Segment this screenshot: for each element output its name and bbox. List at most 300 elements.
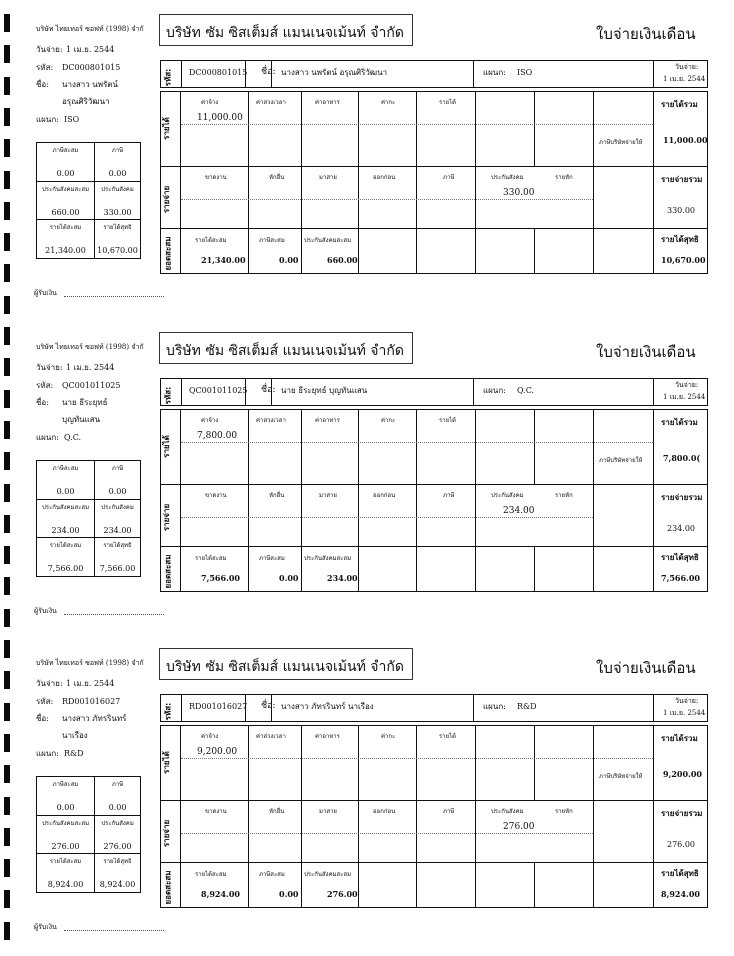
binding-hole bbox=[4, 577, 10, 595]
divider bbox=[248, 485, 249, 547]
pay-grid bbox=[160, 409, 708, 592]
col-accum-tax: ภาษีสะสม bbox=[259, 871, 285, 878]
income-total-label: รายได้รวม bbox=[661, 417, 698, 427]
deduction-section bbox=[161, 166, 707, 229]
col-accum-social: ประกันสังคมสะสม bbox=[304, 555, 352, 562]
stub-dept-label: แผนก: bbox=[36, 115, 59, 124]
income-total: 9,200.00 bbox=[663, 769, 702, 779]
row-line bbox=[181, 517, 593, 518]
stub-name-label: ชื่อ: bbox=[36, 398, 49, 407]
binding-hole bbox=[4, 828, 10, 846]
other-income-label: ภาษีบริษัทจ่ายให้ bbox=[599, 773, 643, 780]
col-shift: ค่ากะ bbox=[381, 99, 396, 106]
stub-name: นางสาว นพรัตน์ bbox=[62, 80, 118, 89]
binding-hole bbox=[4, 202, 10, 220]
divider bbox=[181, 61, 182, 87]
divider bbox=[416, 167, 417, 229]
divider bbox=[301, 410, 302, 484]
divider bbox=[181, 695, 182, 721]
accumulated-section bbox=[161, 546, 707, 592]
stub-cell-value: 8,924.00 bbox=[99, 880, 136, 889]
binding-hole bbox=[4, 859, 10, 877]
divider bbox=[358, 801, 359, 863]
salary-value: 9,200.00 bbox=[197, 747, 238, 757]
stub-cell-label: ประกันสังคมสะสม bbox=[41, 186, 90, 193]
row-line bbox=[181, 833, 593, 834]
binding-hole bbox=[4, 171, 10, 189]
divider bbox=[301, 229, 302, 274]
divider bbox=[358, 92, 359, 166]
divider bbox=[653, 485, 654, 547]
divider bbox=[271, 695, 272, 721]
divider bbox=[301, 726, 302, 800]
company-name: บริษัท ซัม ซิสเต็มส์ แมนเนจเม้นท์ จำกัด bbox=[166, 659, 404, 675]
stub-cell-value: 0.00 bbox=[56, 487, 75, 496]
income-section bbox=[161, 92, 707, 166]
code-label: รหัส: bbox=[163, 68, 173, 87]
dept-label: แผนก: bbox=[483, 702, 506, 711]
binding-hole bbox=[4, 327, 10, 345]
col-social-security: ประกันสังคม bbox=[491, 808, 524, 815]
divider bbox=[473, 379, 474, 405]
pay-date-label: วันจ่าย: bbox=[675, 63, 699, 71]
dept-label: แผนก: bbox=[483, 68, 506, 77]
stub-cell-label: ภาษี bbox=[111, 781, 124, 788]
stub-date-label: วันจ่าย: bbox=[36, 363, 63, 372]
accum-social-value: 234.00 bbox=[327, 573, 358, 583]
col-accum-social: ประกันสังคมสะสม bbox=[304, 237, 352, 244]
income-label: รายได้ bbox=[161, 435, 171, 458]
stub-cell-value: 0.00 bbox=[56, 169, 75, 178]
col-accum-income: รายได้สะสม bbox=[195, 871, 227, 878]
col-social-security: ประกันสังคม bbox=[491, 174, 524, 181]
stub-cell-value: 0.00 bbox=[56, 803, 75, 812]
stub-cell-value: 234.00 bbox=[103, 526, 132, 535]
divider bbox=[248, 726, 249, 800]
stub-row bbox=[37, 219, 140, 258]
divider bbox=[301, 167, 302, 229]
divider bbox=[248, 863, 249, 908]
divider bbox=[248, 547, 249, 592]
stub-code: DC000801015 bbox=[62, 63, 121, 72]
stub-cell-label: รายได้สุทธิ bbox=[103, 224, 132, 231]
income-total-label: รายได้รวม bbox=[661, 99, 698, 109]
binding-hole bbox=[4, 358, 10, 376]
social-security-value: 276.00 bbox=[503, 822, 535, 832]
divider bbox=[593, 801, 594, 863]
stub-name-label: ชื่อ: bbox=[36, 714, 49, 723]
employee-header bbox=[160, 378, 708, 406]
col-tax: ภาษี bbox=[443, 174, 455, 181]
stub-row bbox=[37, 777, 140, 815]
col-income: รายได้ bbox=[439, 417, 457, 424]
col-accum-social: ประกันสังคมสะสม bbox=[304, 871, 352, 878]
accum-social-value: 660.00 bbox=[327, 255, 358, 265]
stub-date-label: วันจ่าย: bbox=[36, 45, 63, 54]
company-name-box bbox=[159, 332, 413, 364]
accum-tax-value: 0.00 bbox=[279, 889, 299, 899]
col-late: มาสาย bbox=[319, 492, 337, 499]
binding-hole bbox=[4, 45, 10, 63]
deduction-label: รายจ่าย bbox=[162, 503, 172, 532]
col-absent: ขาดงาน bbox=[205, 492, 227, 499]
stub-cell-value: 0.00 bbox=[108, 487, 127, 496]
company-name: บริษัท ซัม ซิสเต็มส์ แมนเนจเม้นท์ จำกัด bbox=[166, 343, 404, 359]
binding-hole bbox=[4, 233, 10, 251]
binding-hole bbox=[4, 452, 10, 470]
stub-code-label: รหัส: bbox=[36, 697, 54, 706]
binding-hole bbox=[4, 734, 10, 752]
social-security-value: 234.00 bbox=[503, 506, 535, 516]
divider bbox=[180, 485, 181, 547]
divider bbox=[301, 863, 302, 908]
net-income: 10,670.00 bbox=[661, 255, 706, 265]
col-shift: ค่ากะ bbox=[381, 417, 396, 424]
employee-code: DC000801015 bbox=[189, 68, 248, 77]
divider bbox=[534, 547, 535, 592]
col-absent: ขาดงาน bbox=[205, 808, 227, 815]
divider bbox=[416, 726, 417, 800]
deduction-total-label: รายจ่ายรวม bbox=[661, 174, 703, 184]
accum-social-value: 276.00 bbox=[327, 889, 358, 899]
income-section bbox=[161, 410, 707, 484]
income-label: รายได้ bbox=[161, 751, 171, 774]
employee-name: นาย ธีระยุทธ์ บุญทันแสน bbox=[281, 386, 368, 395]
stub-summary-table bbox=[36, 776, 141, 893]
binding-hole bbox=[4, 671, 10, 689]
divider bbox=[653, 726, 654, 800]
divider bbox=[416, 485, 417, 547]
accum-tax-value: 0.00 bbox=[279, 573, 299, 583]
stub-cell-value: 7,566.00 bbox=[47, 564, 84, 573]
stub-cell-label: ภาษีสะสม bbox=[52, 781, 79, 788]
stub-date: 1 เม.ย. 2544 bbox=[66, 363, 115, 372]
col-accum-tax: ภาษีสะสม bbox=[259, 237, 285, 244]
divider bbox=[358, 229, 359, 274]
divider bbox=[301, 485, 302, 547]
row-line bbox=[181, 124, 653, 125]
col-income: รายได้ bbox=[439, 99, 457, 106]
divider bbox=[248, 229, 249, 274]
row-line bbox=[181, 442, 653, 443]
binding-hole bbox=[4, 765, 10, 783]
divider bbox=[593, 410, 594, 484]
divider bbox=[301, 92, 302, 166]
col-deduct: รายหัก bbox=[555, 174, 573, 181]
divider bbox=[180, 547, 181, 592]
stub-cell-label: รายได้สะสม bbox=[49, 542, 82, 549]
col-overtime: ค่าล่วงเวลา bbox=[256, 417, 286, 424]
stub-cell-label: รายได้สะสม bbox=[49, 224, 82, 231]
col-tax: ภาษี bbox=[443, 808, 455, 815]
accumulated-label: ยอดสะสม bbox=[163, 870, 173, 905]
binding-hole bbox=[4, 703, 10, 721]
col-early-leave: ออกก่อน bbox=[373, 492, 396, 499]
divider bbox=[301, 547, 302, 592]
binding-hole bbox=[4, 108, 10, 126]
employee-header bbox=[160, 694, 708, 722]
divider bbox=[271, 379, 272, 405]
stub-code: RD001016027 bbox=[62, 697, 121, 706]
divider bbox=[473, 61, 474, 87]
employee-code: QC001011025 bbox=[189, 386, 248, 395]
divider bbox=[534, 726, 535, 800]
stub-cell-label: รายได้สุทธิ bbox=[103, 542, 132, 549]
col-other-deduct: หักอื่น bbox=[269, 492, 285, 499]
divider bbox=[181, 379, 182, 405]
divider bbox=[653, 863, 654, 908]
stub-row bbox=[37, 853, 140, 892]
stub-code-label: รหัส: bbox=[36, 381, 54, 390]
divider bbox=[534, 92, 535, 166]
pay-date: 1 เม.ย. 2544 bbox=[663, 709, 706, 717]
divider bbox=[593, 92, 594, 166]
divider bbox=[534, 410, 535, 484]
divider bbox=[301, 801, 302, 863]
stub-cell-label: รายได้สุทธิ bbox=[103, 858, 132, 865]
divider bbox=[475, 863, 476, 908]
divider bbox=[593, 167, 594, 229]
stub-cell-label: ภาษีสะสม bbox=[52, 147, 79, 154]
salary-value: 7,800.00 bbox=[197, 431, 238, 441]
divider bbox=[593, 863, 594, 908]
divider bbox=[358, 167, 359, 229]
stub-cell-value: 0.00 bbox=[108, 169, 127, 178]
accumulated-section bbox=[161, 228, 707, 274]
net-income: 8,924.00 bbox=[661, 889, 700, 899]
stub-date: 1 เม.ย. 2544 bbox=[66, 45, 115, 54]
col-wage: ค่าจ้าง bbox=[201, 99, 219, 106]
stub-row bbox=[37, 537, 140, 576]
company-name: บริษัท ซัม ซิสเต็มส์ แมนเนจเม้นท์ จำกัด bbox=[166, 25, 404, 41]
divider bbox=[475, 726, 476, 800]
stub-dept: Q.C. bbox=[64, 433, 82, 442]
stub-cell-value: 0.00 bbox=[108, 803, 127, 812]
employee-name: นางสาว นพรัตน์ อรุณศิริวัฒนา bbox=[281, 68, 388, 77]
stub-row bbox=[37, 143, 140, 181]
binding-hole bbox=[4, 546, 10, 564]
stub-code: QC001011025 bbox=[62, 381, 121, 390]
binding-hole bbox=[4, 922, 10, 940]
stub-cell-value: 660.00 bbox=[51, 208, 80, 217]
employee-name: นางสาว ภัทรรินทร์ นาเรือง bbox=[281, 702, 374, 711]
divider bbox=[416, 801, 417, 863]
stub-cell-value: 330.00 bbox=[103, 208, 132, 217]
stub-cell-value: 276.00 bbox=[51, 842, 80, 851]
accum-tax-value: 0.00 bbox=[279, 255, 299, 265]
stub-company: บริษัท ไทยเทอร์ ซอฟท์ (1998) จำกั bbox=[36, 659, 144, 667]
accum-income-value: 21,340.00 bbox=[201, 255, 246, 265]
stub-name: นาย ธีระยุทธ์ bbox=[62, 398, 108, 407]
col-food: ค่าอาหาร bbox=[315, 733, 340, 740]
col-late: มาสาย bbox=[319, 808, 337, 815]
stub-cell-value: 276.00 bbox=[103, 842, 132, 851]
department: ISO bbox=[517, 68, 533, 77]
col-other-deduct: หักอื่น bbox=[269, 808, 285, 815]
stub-cell-label: ภาษี bbox=[111, 465, 124, 472]
deduction-total: 276.00 bbox=[667, 840, 695, 849]
stub-summary-table bbox=[36, 142, 141, 259]
stub-name-label: ชื่อ: bbox=[36, 80, 49, 89]
divider bbox=[653, 379, 654, 405]
document-title: ใบจ่ายเงินเดือน bbox=[596, 343, 696, 361]
binding-hole bbox=[4, 390, 10, 408]
income-label: รายได้ bbox=[161, 117, 171, 140]
binding-hole bbox=[4, 264, 10, 282]
pay-grid bbox=[160, 725, 708, 908]
pay-date-label: วันจ่าย: bbox=[675, 697, 699, 705]
col-overtime: ค่าล่วงเวลา bbox=[256, 99, 286, 106]
accumulated-section bbox=[161, 862, 707, 908]
stub-company: บริษัท ไทยเทอร์ ซอฟท์ (1998) จำกั bbox=[36, 25, 144, 33]
col-other-deduct: หักอื่น bbox=[269, 174, 285, 181]
col-income: รายได้ bbox=[439, 733, 457, 740]
divider bbox=[180, 229, 181, 274]
divider bbox=[475, 410, 476, 484]
deduction-section bbox=[161, 484, 707, 547]
stub-summary-table bbox=[36, 460, 141, 577]
other-income-label: ภาษีบริษัทจ่ายให้ bbox=[599, 457, 643, 464]
name-label: ชื่อ: bbox=[261, 385, 276, 395]
stub-row bbox=[37, 499, 140, 538]
divider bbox=[180, 167, 181, 229]
net-income-label: รายได้สุทธิ bbox=[661, 234, 699, 244]
stub-cell-label: ประกันสังคม bbox=[101, 504, 134, 511]
social-security-value: 330.00 bbox=[503, 188, 535, 198]
stub-cell-value: 10,670.00 bbox=[97, 246, 138, 255]
col-early-leave: ออกก่อน bbox=[373, 174, 396, 181]
col-deduct: รายหัก bbox=[555, 492, 573, 499]
divider bbox=[475, 801, 476, 863]
col-deduct: รายหัก bbox=[555, 808, 573, 815]
divider bbox=[475, 547, 476, 592]
signature-label: ผู้รับเงิน bbox=[34, 289, 57, 297]
stub-cell-label: ภาษี bbox=[111, 147, 124, 154]
stub-surname: บุญทันแสน bbox=[62, 415, 101, 424]
name-label: ชื่อ: bbox=[261, 67, 276, 77]
pay-grid bbox=[160, 91, 708, 274]
document-title: ใบจ่ายเงินเดือน bbox=[596, 25, 696, 43]
stub-cell-label: รายได้สะสม bbox=[49, 858, 82, 865]
col-overtime: ค่าล่วงเวลา bbox=[256, 733, 286, 740]
code-label: รหัส: bbox=[163, 386, 173, 405]
divider bbox=[475, 485, 476, 547]
divider bbox=[248, 410, 249, 484]
stub-surname: อรุณศิริวัฒนา bbox=[62, 97, 110, 106]
stub-name: นางสาว ภัทรรินทร์ bbox=[62, 714, 127, 723]
accumulated-label: ยอดสะสม bbox=[163, 236, 173, 271]
stub-row bbox=[37, 815, 140, 854]
divider bbox=[593, 726, 594, 800]
divider bbox=[358, 547, 359, 592]
deduction-total: 330.00 bbox=[667, 206, 695, 215]
signature-line bbox=[64, 614, 164, 615]
binding-hole bbox=[4, 515, 10, 533]
divider bbox=[248, 801, 249, 863]
stub-dept: R&D bbox=[64, 749, 84, 758]
income-total: 7,800.0( bbox=[663, 453, 701, 463]
col-accum-income: รายได้สะสม bbox=[195, 555, 227, 562]
col-accum-income: รายได้สะสม bbox=[195, 237, 227, 244]
divider bbox=[473, 695, 474, 721]
col-tax: ภาษี bbox=[443, 492, 455, 499]
divider bbox=[180, 410, 181, 484]
binding-hole bbox=[4, 484, 10, 502]
stub-company: บริษัท ไทยเทอร์ ซอฟท์ (1998) จำกั bbox=[36, 343, 144, 351]
deduction-section bbox=[161, 800, 707, 863]
col-wage: ค่าจ้าง bbox=[201, 417, 219, 424]
deduction-total: 234.00 bbox=[667, 524, 695, 533]
col-accum-tax: ภาษีสะสม bbox=[259, 555, 285, 562]
divider bbox=[358, 863, 359, 908]
signature-label: ผู้รับเงิน bbox=[34, 923, 57, 931]
row-line bbox=[181, 758, 653, 759]
stub-cell-value: 21,340.00 bbox=[45, 246, 86, 255]
net-income-label: รายได้สุทธิ bbox=[661, 868, 699, 878]
binding-hole bbox=[4, 77, 10, 95]
binding-hole bbox=[4, 421, 10, 439]
divider bbox=[653, 229, 654, 274]
deduction-total-label: รายจ่ายรวม bbox=[661, 492, 703, 502]
binding-hole bbox=[4, 14, 10, 32]
divider bbox=[180, 92, 181, 166]
stub-surname: นาเรือง bbox=[62, 731, 88, 740]
signature-line bbox=[64, 296, 164, 297]
accumulated-label: ยอดสะสม bbox=[163, 554, 173, 589]
divider bbox=[653, 410, 654, 484]
col-food: ค่าอาหาร bbox=[315, 99, 340, 106]
divider bbox=[534, 863, 535, 908]
document-title: ใบจ่ายเงินเดือน bbox=[596, 659, 696, 677]
stub-date-label: วันจ่าย: bbox=[36, 679, 63, 688]
binding-hole bbox=[4, 890, 10, 908]
company-name-box bbox=[159, 648, 413, 680]
divider bbox=[248, 167, 249, 229]
pay-date: 1 เม.ย. 2544 bbox=[663, 75, 706, 83]
divider bbox=[245, 379, 246, 405]
stub-row bbox=[37, 461, 140, 499]
col-food: ค่าอาหาร bbox=[315, 417, 340, 424]
divider bbox=[245, 61, 246, 87]
binding-hole bbox=[4, 296, 10, 314]
code-label: รหัส: bbox=[163, 702, 173, 721]
accum-income-value: 7,566.00 bbox=[201, 573, 240, 583]
divider bbox=[180, 863, 181, 908]
col-absent: ขาดงาน bbox=[205, 174, 227, 181]
employee-code: RD001016027 bbox=[189, 702, 248, 711]
divider bbox=[358, 485, 359, 547]
binding-hole bbox=[4, 797, 10, 815]
employee-header bbox=[160, 60, 708, 88]
signature-label: ผู้รับเงิน bbox=[34, 607, 57, 615]
department: R&D bbox=[517, 702, 537, 711]
income-section bbox=[161, 726, 707, 800]
net-income-label: รายได้สุทธิ bbox=[661, 552, 699, 562]
other-income-label: ภาษีบริษัทจ่ายให้ bbox=[599, 139, 643, 146]
divider bbox=[593, 485, 594, 547]
stub-dept-label: แผนก: bbox=[36, 749, 59, 758]
stub-code-label: รหัส: bbox=[36, 63, 54, 72]
stub-cell-label: ภาษีสะสม bbox=[52, 465, 79, 472]
deduction-label: รายจ่าย bbox=[162, 819, 172, 848]
divider bbox=[534, 229, 535, 274]
col-early-leave: ออกก่อน bbox=[373, 808, 396, 815]
binding-hole bbox=[4, 640, 10, 658]
col-social-security: ประกันสังคม bbox=[491, 492, 524, 499]
signature-line bbox=[64, 930, 164, 931]
stub-cell-label: ประกันสังคมสะสม bbox=[41, 820, 90, 827]
binding-hole bbox=[4, 609, 10, 627]
